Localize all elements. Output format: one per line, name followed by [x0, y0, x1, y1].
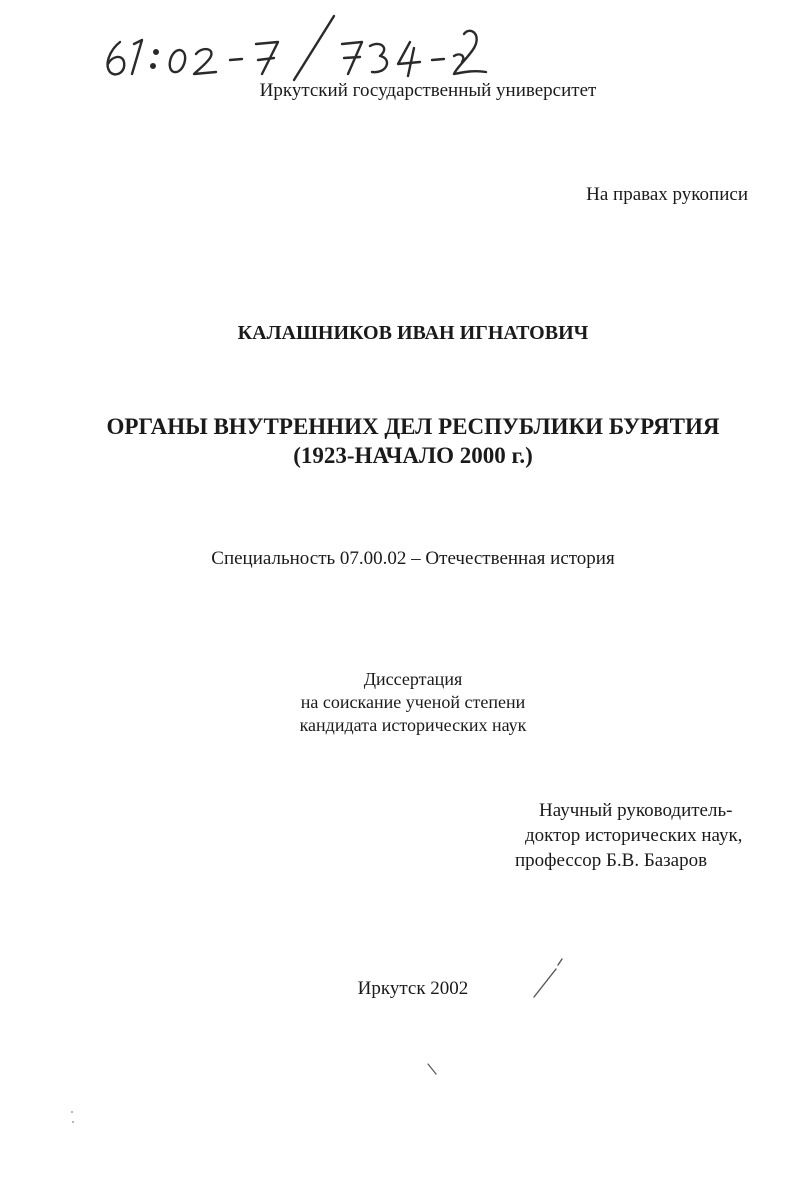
- dissertation-line-2: на соискание ученой степени: [300, 692, 526, 712]
- supervisor-block: [515, 798, 742, 873]
- scan-mark-slash: [528, 955, 568, 1003]
- university-name: Иркутский государственный университет: [259, 80, 597, 101]
- dissertation-line-3: кандидата исторических наук: [299, 715, 527, 735]
- dissertation-degree-block: [0, 668, 796, 737]
- scan-mark-dots: [68, 1108, 78, 1128]
- author-name: КАЛАШНИКОВ ИВАН ИГНАТОВИЧ: [237, 322, 589, 344]
- supervisor-line-2: доктор исторических наук,: [525, 825, 743, 846]
- dissertation-line-1: Диссертация: [363, 669, 463, 689]
- dissertation-title: [0, 412, 796, 470]
- title-line-1: ОРГАНЫ ВНУТРЕННИХ ДЕЛ РЕСПУБЛИКИ БУРЯТИЯ: [106, 414, 720, 439]
- rights-note: На правах рукописи: [586, 184, 748, 205]
- specialty-line: Специальность 07.00.02 – Отечественная история: [211, 548, 615, 569]
- scan-mark-tick: [424, 1060, 444, 1080]
- handwritten-archive-code: [98, 12, 498, 82]
- title-line-2: (1923-НАЧАЛО 2000 г.): [293, 443, 533, 468]
- city-year: Иркутск 2002: [357, 978, 469, 999]
- supervisor-line-3: профессор Б.В. Базаров: [515, 850, 708, 871]
- supervisor-line-1: Научный руководитель-: [539, 800, 733, 821]
